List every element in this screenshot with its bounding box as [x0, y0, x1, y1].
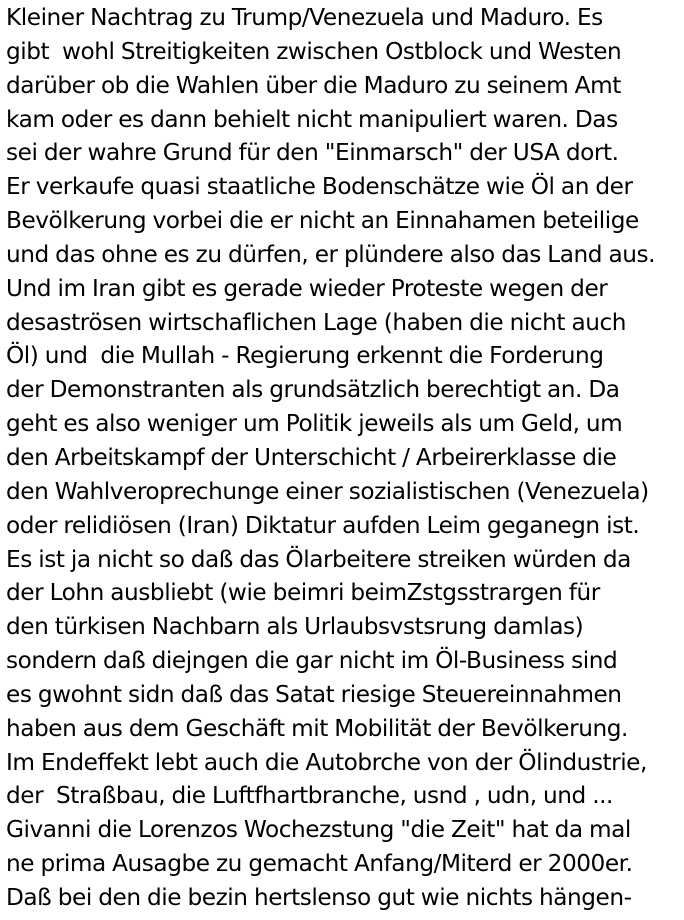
text-line: oder relidiösen (Iran) Diktatur aufden Leim geganegn ist.	[6, 511, 640, 539]
text-line: sei der wahre Grund für den "Einmarsch" der USA dort.	[6, 139, 619, 167]
text-line: Er verkaufe quasi staatliche Bodenschätze wie Öl an der	[6, 173, 633, 201]
text-line: haben aus dem Geschäft mit Mobilität der Bevölkerung.	[6, 714, 628, 742]
text-line: Und im Iran gibt es gerade wieder Proteste wegen der	[6, 274, 608, 302]
text-line: Im Endeffekt lebt auch die Autobrche von der Ölindustrie,	[6, 748, 647, 776]
text-line: geht es also weniger um Politik jeweils als um Geld, um	[6, 410, 623, 438]
text-line: der Lohn ausbliebt (wie beimri beimZstgsstrargen für	[6, 579, 600, 607]
text-line: ne prima Ausagbe zu gemacht Anfang/Miterd er 2000er.	[6, 850, 633, 878]
text-line: sondern daß diejngen die gar nicht im Öl-Business sind	[6, 647, 618, 675]
document-text-body	[6, 1, 682, 915]
text-line: Bevölkerung vorbei die er nicht an Einnahamen beteilige	[6, 207, 639, 235]
text-line: es gwohnt sidn daß das Satat riesige Steuereinnahmen	[6, 680, 622, 708]
text-line: Givanni die Lorenzos Wochezstung "die Zeit" hat da mal	[6, 816, 631, 844]
text-line: kam oder es dann behielt nicht manipuliert waren. Das	[6, 105, 618, 133]
text-line: Daß bei den die bezin hertslenso gut wie nichts hängen-	[6, 883, 632, 911]
text-line: darüber ob die Wahlen über die Maduro zu seinem Amt	[6, 71, 621, 99]
text-line: den Wahlveroprechunge einer sozialistischen (Venezuela)	[6, 477, 649, 505]
text-line: der Demonstranten als grundsätzlich berechtigt an. Da	[6, 376, 620, 404]
text-line: und das ohne es zu dürfen, er plündere also das Land aus.	[6, 240, 655, 268]
text-line: gibt wohl Streitigkeiten zwischen Ostblock und Westen	[6, 37, 622, 65]
text-line: der Straßbau, die Luftfhartbranche, usnd , udn, und ...	[6, 782, 613, 810]
text-line: Es ist ja nicht so daß das Ölarbeitere streiken würden da	[6, 545, 631, 573]
text-line: den türkisen Nachbarn als Urlaubsvstsrung damlas)	[6, 613, 584, 641]
text-line: den Arbeitskampf der Unterschicht / Arbeirerklasse die	[6, 443, 617, 471]
text-line: Öl) und die Mullah - Regierung erkennt die Forderung	[6, 342, 604, 370]
text-line: desaströsen wirtschaflichen Lage (haben die nicht auch	[6, 308, 627, 336]
text-line: Kleiner Nachtrag zu Trump/Venezuela und Maduro. Es	[6, 4, 603, 31]
